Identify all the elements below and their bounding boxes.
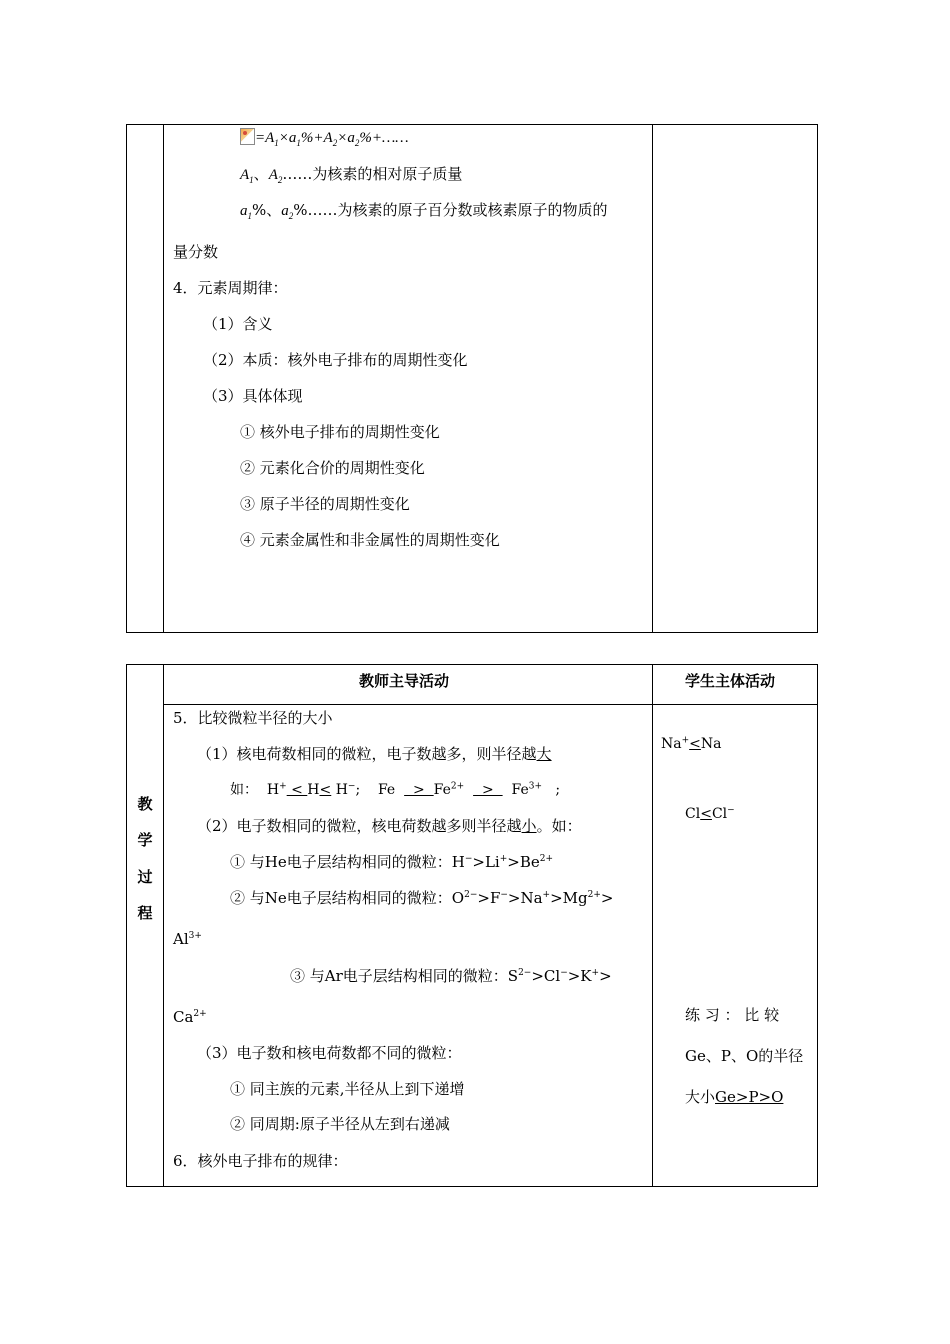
item5-rule2-ne-cont: $Al^{3+}$ [173,930,202,948]
student-activity-header: 学生主体活动 [685,672,776,690]
item5-rule2-ar-cont: $Ca^{2+}$ [173,1008,207,1026]
item5-rule1: （1）核电荷数相同的微粒，电子数越多，则半径越大 [197,745,552,763]
item5-rule3-group: ① 同主族的元素,半径从上到下递增 [230,1080,465,1098]
manifestation-item: ② 元素化合价的周期性变化 [240,459,425,477]
item6-title: 6．核外电子排布的规律： [173,1152,348,1170]
periodic-law-meaning: （1）含义 [203,315,273,333]
column-divider [652,665,653,1186]
teacher-activity-header: 教师主导活动 [359,672,450,690]
manifestation-item: ① 核外电子排布的周期性变化 [240,423,440,441]
student-answer-cl: Cl<Cl− [685,805,735,822]
student-practice: 大小Ge>P>O [685,1088,784,1106]
bottom-table [126,664,818,1187]
header-divider [163,704,817,705]
periodic-law-title: 4．元素周期律： [173,279,288,297]
side-label-char: 过 [137,868,153,886]
manifestation-item: ③ 原子半径的周期性变化 [240,495,410,513]
student-practice: Ge、P、O的半径 [685,1047,804,1065]
column-divider [652,125,653,632]
item5-rule1-example: 如： H+ < H< H−; Fe > $Fe^{2+}$ > $Fe^{3+}$ ; [230,781,561,798]
side-label-char: 程 [137,904,153,922]
item5-rule2-he: ① 与He电子层结构相同的微粒：$H^->Li^+>Be^{2+}$ [230,853,553,871]
formula-pct-line-cont: 量分数 [173,243,219,261]
student-practice: 练 习 ： 比 较 [685,1006,780,1024]
item5-rule3: （3）电子数和核电荷数都不同的微粒： [197,1044,462,1062]
broken-image-icon [240,128,255,145]
periodic-law-manifestation: （3）具体体现 [203,387,303,405]
top-table [126,124,818,633]
formula-a-line: $A_1$、$A_2\dots\dots$为核素的相对原子质量 [240,165,463,185]
formula-pct-line: $a_1\%$、$a_2\%\dots\dots$为核素的原子百分数或核素原子的物质的 [240,201,608,221]
column-divider [163,125,164,632]
side-label-char: 教 [137,795,153,813]
item5-title: 5．比较微粒半径的大小 [173,709,333,727]
item5-rule2-ar: ③ 与Ar电子层结构相同的微粒：$S^{2-}>Cl^->K^+>$ [290,967,612,985]
periodic-law-essence: （2）本质：核外电子排布的周期性变化 [203,351,468,369]
student-answer-na: Na+<Na [661,735,722,752]
average-mass-formula: $=A_1\times a_1\%+A_2\times a_2\%+\dots\dots$ [240,127,409,148]
item5-rule2: （2）电子数相同的微粒，核电荷数越多则半径越小。如： [197,817,582,835]
column-divider [163,665,164,1186]
side-label-char: 学 [137,831,153,849]
manifestation-item: ④ 元素金属性和非金属性的周期性变化 [240,531,500,549]
item5-rule3-period: ② 同周期:原子半径从左到右递减 [230,1115,450,1133]
item5-rule2-ne: ② 与Ne电子层结构相同的微粒：$O^{2-}>F^->Na^+>Mg^{2+}>$ [230,889,614,907]
